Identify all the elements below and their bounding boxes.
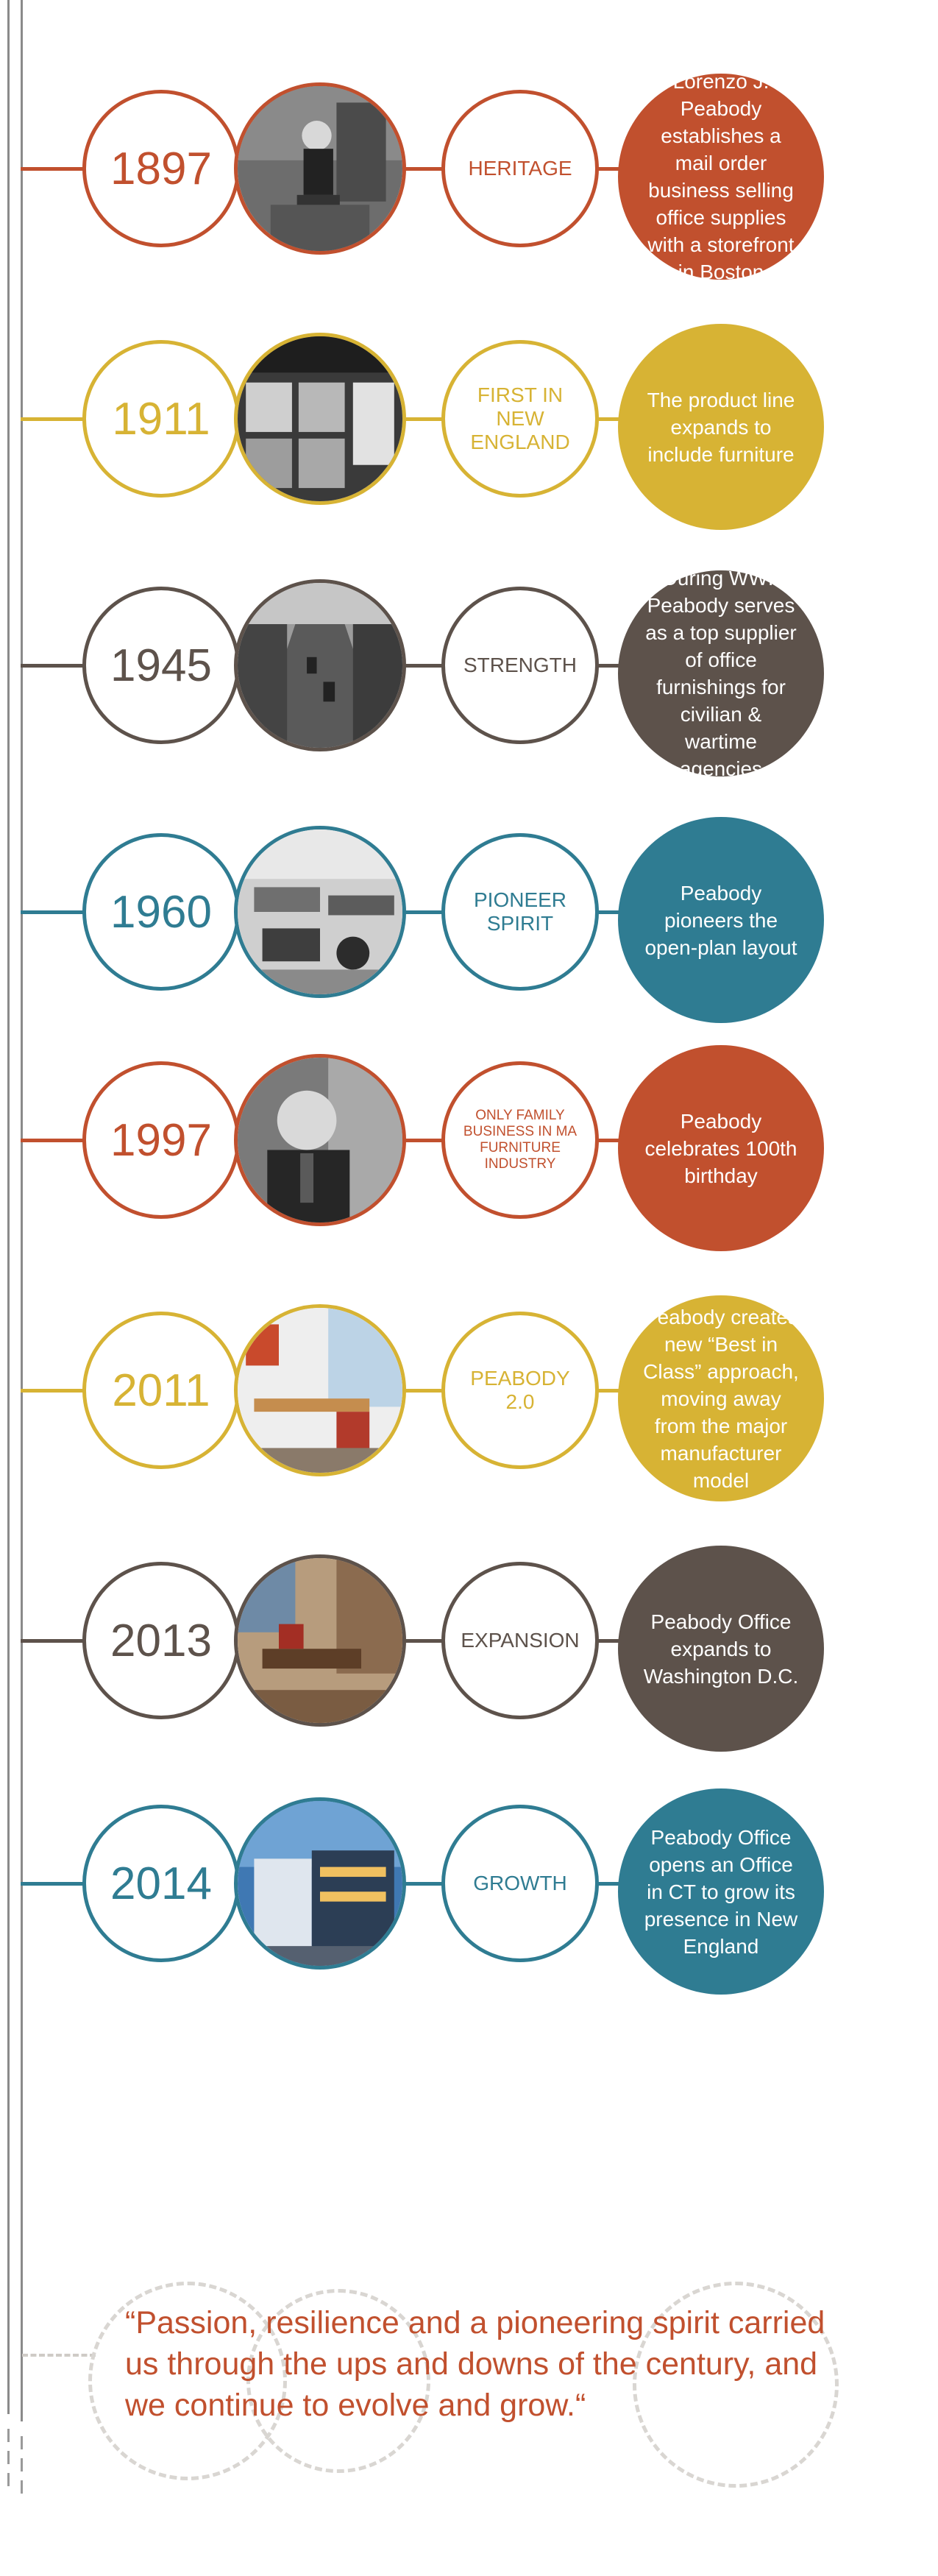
- year-circle: 2011: [82, 1312, 240, 1469]
- timeline-row: [0, 1788, 938, 1980]
- milestone-description: Peabody pioneers the open-plan layout: [618, 817, 824, 1023]
- milestone-description: Peabody creates new “Best in Class” approach, moving away from the major manufacturer model: [618, 1295, 824, 1501]
- milestone-description: Peabody Office opens an Office in CT to grow its presence in New England: [618, 1788, 824, 1995]
- quote-connector: [22, 2354, 96, 2357]
- year-circle: 2014: [82, 1805, 240, 1962]
- year-circle: 1945: [82, 587, 240, 744]
- axis-dash: [21, 2480, 23, 2494]
- milestone-label: EXPANSION: [441, 1562, 599, 1719]
- executive-office-photo: [234, 1554, 406, 1727]
- milestone-label: HERITAGE: [441, 90, 599, 247]
- milestone-label: GROWTH: [441, 1805, 599, 1962]
- year-circle: 1997: [82, 1061, 240, 1219]
- milestone-description: Peabody Office expands to Washington D.C.: [618, 1546, 824, 1752]
- milestone-label: ONLY FAMILY BUSINESS IN MA FURNITURE INDUSTRY: [441, 1061, 599, 1219]
- modern-building-photo: [234, 1797, 406, 1970]
- modern-office-desk-photo: [234, 1304, 406, 1476]
- man-seated-portrait-photo: [234, 82, 406, 255]
- city-street-aerial-photo: [234, 579, 406, 751]
- elderly-man-portrait-photo: [234, 1054, 406, 1226]
- timeline-row: [0, 1546, 938, 1737]
- axis-dash: [21, 2458, 23, 2471]
- peabody-storefront-photo: [234, 333, 406, 505]
- milestone-label: FIRST IN NEW ENGLAND: [441, 340, 599, 498]
- timeline-row: [0, 70, 938, 283]
- year-circle: 1897: [82, 90, 240, 247]
- quote-section: [0, 2267, 938, 2458]
- timeline-row: [0, 567, 938, 780]
- year-circle: 1911: [82, 340, 240, 498]
- milestone-description: During WWII Peabody serves as a top supplier of office furnishings for civilian & wartime agencies: [618, 570, 824, 776]
- milestone-label: STRENGTH: [441, 587, 599, 744]
- open-plan-office-photo: [234, 826, 406, 998]
- timeline-row: [0, 1045, 938, 1236]
- timeline-row: [0, 817, 938, 1008]
- milestone-label: PIONEER SPIRIT: [441, 833, 599, 991]
- milestone-description: The product line expands to include furniture: [618, 324, 824, 530]
- axis-dash: [7, 2473, 10, 2486]
- timeline-row: [0, 1295, 938, 1492]
- milestone-label: PEABODY 2.0: [441, 1312, 599, 1469]
- year-circle: 1960: [82, 833, 240, 991]
- year-circle: 2013: [82, 1562, 240, 1719]
- milestone-description: Lorenzo J. Peabody establishes a mail order business selling office supplies with a storefront in Boston: [618, 74, 824, 280]
- timeline-row: [0, 324, 938, 515]
- closing-quote: “Passion, resilience and a pioneering spirit carried us through the ups and downs of the century, and we continue to evolve and grow.“: [125, 2305, 825, 2423]
- milestone-description: Peabody celebrates 100th birthday: [618, 1045, 824, 1251]
